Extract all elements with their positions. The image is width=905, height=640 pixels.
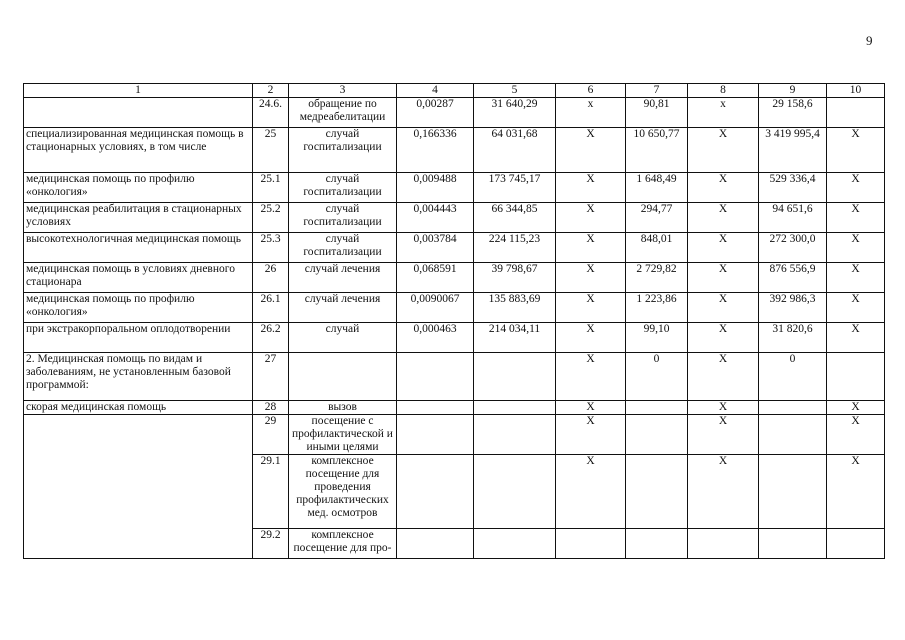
row-code-cell: 25.3 — [253, 233, 289, 263]
row-cell-10: X — [827, 203, 885, 233]
row-code-cell: 29.1 — [253, 455, 289, 529]
table-row — [24, 323, 885, 353]
row-code-cell: 26.2 — [253, 323, 289, 353]
row-name-cell: скорая медицинская помощь — [24, 401, 253, 415]
row-cell-5: 64 031,68 — [474, 128, 556, 173]
row-cell-4: 0,00287 — [397, 98, 474, 128]
row-cell-9: 876 556,9 — [759, 263, 827, 293]
row-cell-4: 0,003784 — [397, 233, 474, 263]
row-cell-5 — [474, 353, 556, 401]
row-cell-9: 3 419 995,4 — [759, 128, 827, 173]
row-cell-4: 0,004443 — [397, 203, 474, 233]
row-cell-5 — [474, 415, 556, 455]
table-row — [24, 173, 885, 203]
row-cell-9 — [759, 529, 827, 559]
header-cell: 3 — [289, 84, 397, 98]
row-cell-8: х — [688, 98, 759, 128]
row-cell-6: X — [556, 173, 626, 203]
table-row — [24, 401, 885, 415]
row-cell-5: 173 745,17 — [474, 173, 556, 203]
row-cell-4 — [397, 353, 474, 401]
row-code-cell: 27 — [253, 353, 289, 401]
row-cell-4: 0,0090067 — [397, 293, 474, 323]
row-unit-cell: случай — [289, 323, 397, 353]
row-name-cell: специализированная медицинская помощь в стационарных условиях, в том числе — [24, 128, 253, 173]
row-unit-cell: случай лечения — [289, 263, 397, 293]
row-cell-9: 31 820,6 — [759, 323, 827, 353]
header-row — [24, 84, 885, 98]
row-cell-4 — [397, 455, 474, 529]
row-cell-7 — [626, 529, 688, 559]
row-cell-6: X — [556, 263, 626, 293]
header-cell: 9 — [759, 84, 827, 98]
row-name-cell — [24, 415, 253, 559]
row-cell-10: X — [827, 263, 885, 293]
row-cell-9: 529 336,4 — [759, 173, 827, 203]
row-unit-cell — [289, 353, 397, 401]
row-code-cell: 24.6. — [253, 98, 289, 128]
row-cell-8: X — [688, 455, 759, 529]
row-cell-5 — [474, 529, 556, 559]
table-row — [24, 203, 885, 233]
row-unit-cell: посещение с профилактической и иными целями — [289, 415, 397, 455]
row-cell-7 — [626, 455, 688, 529]
row-code-cell: 26 — [253, 263, 289, 293]
row-cell-6: X — [556, 323, 626, 353]
row-name-cell: медицинская помощь по профилю «онкология» — [24, 173, 253, 203]
row-cell-9: 29 158,6 — [759, 98, 827, 128]
row-cell-4 — [397, 529, 474, 559]
row-cell-9 — [759, 415, 827, 455]
row-cell-7: 848,01 — [626, 233, 688, 263]
row-code-cell: 28 — [253, 401, 289, 415]
header-cell: 10 — [827, 84, 885, 98]
row-unit-cell: случай лечения — [289, 293, 397, 323]
page-number: 9 — [866, 33, 873, 48]
row-unit-cell: вызов — [289, 401, 397, 415]
row-cell-10: X — [827, 323, 885, 353]
row-cell-6: X — [556, 233, 626, 263]
row-cell-5: 224 115,23 — [474, 233, 556, 263]
row-cell-6: X — [556, 128, 626, 173]
row-cell-9: 272 300,0 — [759, 233, 827, 263]
table-row — [24, 98, 885, 128]
table-row — [24, 263, 885, 293]
header-cell: 7 — [626, 84, 688, 98]
row-cell-10 — [827, 98, 885, 128]
row-cell-8: X — [688, 263, 759, 293]
header-cell: 4 — [397, 84, 474, 98]
row-unit-cell: комплексное посещение для про- — [289, 529, 397, 559]
row-cell-7: 90,81 — [626, 98, 688, 128]
row-cell-8: X — [688, 353, 759, 401]
row-cell-8: X — [688, 415, 759, 455]
row-cell-5: 66 344,85 — [474, 203, 556, 233]
row-cell-4: 0,068591 — [397, 263, 474, 293]
row-name-cell: медицинская помощь по профилю «онкология» — [24, 293, 253, 323]
row-cell-8 — [688, 529, 759, 559]
row-cell-6 — [556, 529, 626, 559]
row-cell-4 — [397, 401, 474, 415]
row-cell-8: X — [688, 173, 759, 203]
row-cell-6: X — [556, 203, 626, 233]
row-cell-7 — [626, 415, 688, 455]
row-code-cell: 29 — [253, 415, 289, 455]
header-cell: 6 — [556, 84, 626, 98]
row-cell-4 — [397, 415, 474, 455]
row-unit-cell: комплексное посещение для проведения профилактических мед. осмотров — [289, 455, 397, 529]
row-cell-7: 1 223,86 — [626, 293, 688, 323]
row-cell-7: 294,77 — [626, 203, 688, 233]
row-cell-7: 10 650,77 — [626, 128, 688, 173]
header-cell: 1 — [24, 84, 253, 98]
row-cell-5 — [474, 401, 556, 415]
row-cell-10: X — [827, 173, 885, 203]
row-code-cell: 26.1 — [253, 293, 289, 323]
row-cell-5: 135 883,69 — [474, 293, 556, 323]
row-cell-9 — [759, 401, 827, 415]
row-code-cell: 25.2 — [253, 203, 289, 233]
row-cell-7: 1 648,49 — [626, 173, 688, 203]
row-unit-cell: обращение по медреабелитации — [289, 98, 397, 128]
row-cell-10 — [827, 353, 885, 401]
table-row — [24, 415, 885, 455]
row-cell-7: 0 — [626, 353, 688, 401]
row-cell-8: X — [688, 128, 759, 173]
row-cell-8: X — [688, 401, 759, 415]
row-cell-5 — [474, 455, 556, 529]
tariff-table — [23, 83, 885, 559]
row-cell-5: 39 798,67 — [474, 263, 556, 293]
table-row — [24, 353, 885, 401]
table-row — [24, 293, 885, 323]
row-cell-10: X — [827, 293, 885, 323]
row-cell-10: X — [827, 401, 885, 415]
row-unit-cell: случай госпитализации — [289, 128, 397, 173]
row-cell-4: 0,000463 — [397, 323, 474, 353]
row-cell-7: 2 729,82 — [626, 263, 688, 293]
row-name-cell: медицинская помощь в условиях дневного стационара — [24, 263, 253, 293]
row-cell-10: X — [827, 233, 885, 263]
row-name-cell: медицинская реабилитация в стационарных условиях — [24, 203, 253, 233]
row-cell-5: 214 034,11 — [474, 323, 556, 353]
row-cell-8: X — [688, 233, 759, 263]
row-cell-6: X — [556, 353, 626, 401]
row-cell-9 — [759, 455, 827, 529]
row-cell-9: 0 — [759, 353, 827, 401]
row-unit-cell: случай госпитализации — [289, 233, 397, 263]
row-cell-7: 99,10 — [626, 323, 688, 353]
row-cell-9: 94 651,6 — [759, 203, 827, 233]
table-row — [24, 233, 885, 263]
row-cell-4: 0,009488 — [397, 173, 474, 203]
row-unit-cell: случай госпитализации — [289, 203, 397, 233]
table-row — [24, 128, 885, 173]
row-cell-10: X — [827, 455, 885, 529]
row-code-cell: 25.1 — [253, 173, 289, 203]
row-cell-6: X — [556, 455, 626, 529]
row-code-cell: 29.2 — [253, 529, 289, 559]
header-cell: 8 — [688, 84, 759, 98]
header-cell: 5 — [474, 84, 556, 98]
row-cell-9: 392 986,3 — [759, 293, 827, 323]
row-unit-cell: случай госпитализации — [289, 173, 397, 203]
row-cell-10: X — [827, 128, 885, 173]
row-name-cell: высокотехнологичная медицинская помощь — [24, 233, 253, 263]
row-cell-5: 31 640,29 — [474, 98, 556, 128]
row-cell-6: X — [556, 401, 626, 415]
row-name-cell: 2. Медицинская помощь по видам и заболеваниям, не установленным базовой программой: — [24, 353, 253, 401]
header-cell: 2 — [253, 84, 289, 98]
row-cell-10 — [827, 529, 885, 559]
row-name-cell: при экстракорпоральном оплодотворении — [24, 323, 253, 353]
row-cell-8: X — [688, 323, 759, 353]
row-cell-6: X — [556, 415, 626, 455]
row-code-cell: 25 — [253, 128, 289, 173]
row-cell-8: X — [688, 293, 759, 323]
row-cell-6: X — [556, 293, 626, 323]
row-cell-10: X — [827, 415, 885, 455]
row-name-cell — [24, 98, 253, 128]
row-cell-6: х — [556, 98, 626, 128]
row-cell-4: 0,166336 — [397, 128, 474, 173]
row-cell-8: X — [688, 203, 759, 233]
row-cell-7 — [626, 401, 688, 415]
